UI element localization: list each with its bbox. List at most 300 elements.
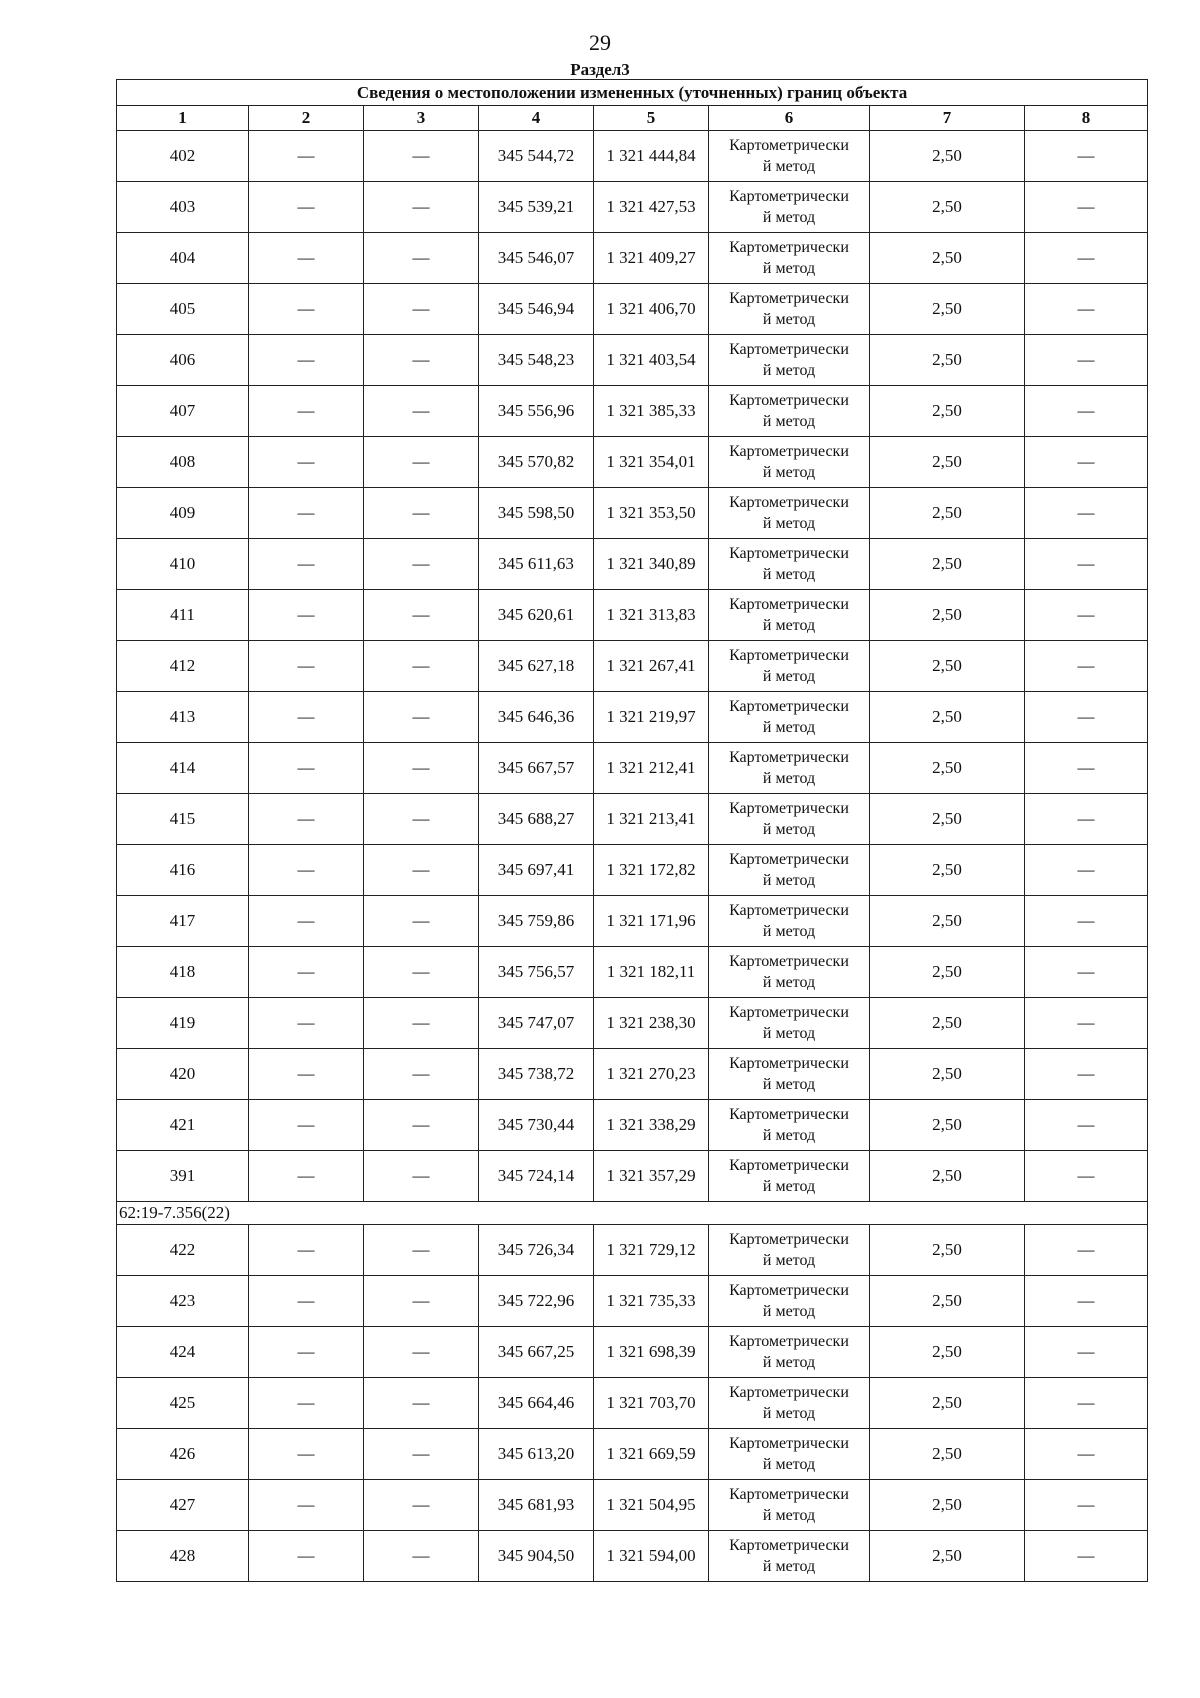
method-line: Картометрически	[729, 1435, 849, 1452]
method-cell	[709, 845, 870, 896]
table-row	[117, 998, 1148, 1049]
accuracy-cell: 2,50	[870, 1276, 1025, 1327]
method-line: Картометрически	[729, 1004, 849, 1021]
method-line: й метод	[762, 515, 816, 532]
column-header-row	[117, 106, 1148, 131]
method-line: Картометрически	[729, 239, 849, 256]
column-2-cell: —	[249, 1049, 364, 1100]
y-coordinate-cell: 1 321 406,70	[594, 284, 709, 335]
method-line: Картометрически	[729, 1384, 849, 1401]
method-line: Картометрически	[729, 494, 849, 511]
accuracy-cell: 2,50	[870, 1151, 1025, 1202]
method-line: й метод	[762, 1252, 816, 1269]
point-number-cell: 405	[117, 284, 249, 335]
table-row	[117, 590, 1148, 641]
column-2-cell: —	[249, 335, 364, 386]
column-3-cell: —	[364, 335, 479, 386]
method-line: й метод	[762, 1507, 816, 1524]
column-2-cell: —	[249, 1276, 364, 1327]
point-number-cell: 409	[117, 488, 249, 539]
y-coordinate-cell: 1 321 182,11	[594, 947, 709, 998]
method-line: Картометрически	[729, 545, 849, 562]
column-3-cell: —	[364, 1327, 479, 1378]
accuracy-cell: 2,50	[870, 1100, 1025, 1151]
point-number-cell: 420	[117, 1049, 249, 1100]
method-line: й метод	[762, 719, 816, 736]
y-coordinate-cell: 1 321 444,84	[594, 131, 709, 182]
column-8-cell: —	[1025, 1480, 1148, 1531]
column-3-cell: —	[364, 641, 479, 692]
method-line: Картометрически	[729, 902, 849, 919]
method-line: Картометрически	[729, 1486, 849, 1503]
column-header: 5	[594, 106, 709, 131]
method-cell	[709, 1378, 870, 1429]
column-3-cell: —	[364, 488, 479, 539]
x-coordinate-cell: 345 620,61	[479, 590, 594, 641]
method-cell	[709, 1429, 870, 1480]
y-coordinate-cell: 1 321 403,54	[594, 335, 709, 386]
method-line: Картометрически	[729, 137, 849, 154]
method-line: Картометрически	[729, 290, 849, 307]
x-coordinate-cell: 345 667,25	[479, 1327, 594, 1378]
x-coordinate-cell: 345 611,63	[479, 539, 594, 590]
accuracy-cell: 2,50	[870, 1225, 1025, 1276]
group-label: 62:19-7.356(22)	[117, 1202, 1148, 1225]
x-coordinate-cell: 345 667,57	[479, 743, 594, 794]
column-2-cell: —	[249, 131, 364, 182]
y-coordinate-cell: 1 321 385,33	[594, 386, 709, 437]
point-number-cell: 404	[117, 233, 249, 284]
method-line: Картометрически	[729, 392, 849, 409]
y-coordinate-cell: 1 321 354,01	[594, 437, 709, 488]
y-coordinate-cell: 1 321 594,00	[594, 1531, 709, 1582]
method-cell	[709, 284, 870, 335]
table-row	[117, 845, 1148, 896]
method-line: й метод	[762, 1558, 816, 1575]
column-3-cell: —	[364, 539, 479, 590]
column-8-cell: —	[1025, 998, 1148, 1049]
y-coordinate-cell: 1 321 427,53	[594, 182, 709, 233]
column-3-cell: —	[364, 1480, 479, 1531]
method-line: й метод	[762, 209, 816, 226]
table-row	[117, 641, 1148, 692]
point-number-cell: 428	[117, 1531, 249, 1582]
accuracy-cell: 2,50	[870, 743, 1025, 794]
table-row	[117, 1100, 1148, 1151]
column-8-cell: —	[1025, 233, 1148, 284]
method-cell	[709, 437, 870, 488]
y-coordinate-cell: 1 321 357,29	[594, 1151, 709, 1202]
column-2-cell: —	[249, 1531, 364, 1582]
column-3-cell: —	[364, 896, 479, 947]
column-8-cell: —	[1025, 896, 1148, 947]
table-row	[117, 488, 1148, 539]
method-line: й метод	[762, 158, 816, 175]
column-2-cell: —	[249, 233, 364, 284]
accuracy-cell: 2,50	[870, 284, 1025, 335]
method-line: Картометрически	[729, 1282, 849, 1299]
column-8-cell: —	[1025, 539, 1148, 590]
method-line: й метод	[762, 1405, 816, 1422]
column-8-cell: —	[1025, 845, 1148, 896]
method-cell	[709, 335, 870, 386]
accuracy-cell: 2,50	[870, 539, 1025, 590]
column-8-cell: —	[1025, 131, 1148, 182]
table-row	[117, 233, 1148, 284]
table-row	[117, 794, 1148, 845]
x-coordinate-cell: 345 738,72	[479, 1049, 594, 1100]
method-cell	[709, 1100, 870, 1151]
column-2-cell: —	[249, 998, 364, 1049]
method-line: й метод	[762, 362, 816, 379]
x-coordinate-cell: 345 681,93	[479, 1480, 594, 1531]
column-8-cell: —	[1025, 182, 1148, 233]
accuracy-cell: 2,50	[870, 590, 1025, 641]
method-cell	[709, 1225, 870, 1276]
y-coordinate-cell: 1 321 504,95	[594, 1480, 709, 1531]
method-line: Картометрически	[729, 953, 849, 970]
method-line: й метод	[762, 1456, 816, 1473]
table-caption: Сведения о местоположении измененных (уточненных) границ объекта	[117, 80, 1148, 106]
table-row	[117, 1225, 1148, 1276]
method-cell	[709, 794, 870, 845]
point-number-cell: 408	[117, 437, 249, 488]
method-line: й метод	[762, 923, 816, 940]
y-coordinate-cell: 1 321 172,82	[594, 845, 709, 896]
point-number-cell: 419	[117, 998, 249, 1049]
table-row	[117, 335, 1148, 386]
method-line: Картометрически	[729, 749, 849, 766]
accuracy-cell: 2,50	[870, 386, 1025, 437]
accuracy-cell: 2,50	[870, 335, 1025, 386]
method-line: Картометрически	[729, 1231, 849, 1248]
method-cell	[709, 947, 870, 998]
method-line: й метод	[762, 1303, 816, 1320]
column-2-cell: —	[249, 641, 364, 692]
method-cell	[709, 233, 870, 284]
method-line: й метод	[762, 668, 816, 685]
column-header: 1	[117, 106, 249, 131]
method-line: й метод	[762, 464, 816, 481]
method-line: Картометрически	[729, 1157, 849, 1174]
column-8-cell: —	[1025, 1531, 1148, 1582]
column-2-cell: —	[249, 1151, 364, 1202]
table-row	[117, 1531, 1148, 1582]
accuracy-cell: 2,50	[870, 692, 1025, 743]
accuracy-cell: 2,50	[870, 182, 1025, 233]
method-cell	[709, 641, 870, 692]
column-2-cell: —	[249, 845, 364, 896]
accuracy-cell: 2,50	[870, 998, 1025, 1049]
method-cell	[709, 1480, 870, 1531]
point-number-cell: 424	[117, 1327, 249, 1378]
point-number-cell: 427	[117, 1480, 249, 1531]
column-2-cell: —	[249, 1327, 364, 1378]
point-number-cell: 410	[117, 539, 249, 590]
column-3-cell: —	[364, 1151, 479, 1202]
y-coordinate-cell: 1 321 267,41	[594, 641, 709, 692]
column-3-cell: —	[364, 947, 479, 998]
accuracy-cell: 2,50	[870, 1531, 1025, 1582]
method-line: й метод	[762, 974, 816, 991]
x-coordinate-cell: 345 697,41	[479, 845, 594, 896]
point-number-cell: 421	[117, 1100, 249, 1151]
column-8-cell: —	[1025, 437, 1148, 488]
point-number-cell: 406	[117, 335, 249, 386]
table-row	[117, 539, 1148, 590]
method-line: й метод	[762, 260, 816, 277]
table-row	[117, 284, 1148, 335]
column-3-cell: —	[364, 590, 479, 641]
point-number-cell: 414	[117, 743, 249, 794]
table-row	[117, 1378, 1148, 1429]
method-cell	[709, 386, 870, 437]
column-8-cell: —	[1025, 284, 1148, 335]
y-coordinate-cell: 1 321 219,97	[594, 692, 709, 743]
point-number-cell: 415	[117, 794, 249, 845]
x-coordinate-cell: 345 756,57	[479, 947, 594, 998]
method-line: й метод	[762, 1076, 816, 1093]
column-3-cell: —	[364, 1225, 479, 1276]
column-8-cell: —	[1025, 641, 1148, 692]
table-row	[117, 386, 1148, 437]
y-coordinate-cell: 1 321 669,59	[594, 1429, 709, 1480]
point-number-cell: 391	[117, 1151, 249, 1202]
x-coordinate-cell: 345 556,96	[479, 386, 594, 437]
column-3-cell: —	[364, 845, 479, 896]
x-coordinate-cell: 345 664,46	[479, 1378, 594, 1429]
column-header: 8	[1025, 106, 1148, 131]
accuracy-cell: 2,50	[870, 233, 1025, 284]
method-cell	[709, 131, 870, 182]
table-row	[117, 1151, 1148, 1202]
method-cell	[709, 1327, 870, 1378]
column-8-cell: —	[1025, 1225, 1148, 1276]
x-coordinate-cell: 345 598,50	[479, 488, 594, 539]
column-2-cell: —	[249, 590, 364, 641]
method-line: й метод	[762, 413, 816, 430]
method-line: Картометрически	[729, 647, 849, 664]
method-line: Картометрически	[729, 800, 849, 817]
method-line: й метод	[762, 1178, 816, 1195]
method-line: й метод	[762, 1127, 816, 1144]
column-2-cell: —	[249, 1429, 364, 1480]
method-cell	[709, 1276, 870, 1327]
x-coordinate-cell: 345 546,07	[479, 233, 594, 284]
column-header: 2	[249, 106, 364, 131]
point-number-cell: 425	[117, 1378, 249, 1429]
table-row	[117, 1327, 1148, 1378]
column-8-cell: —	[1025, 1429, 1148, 1480]
method-cell	[709, 488, 870, 539]
column-3-cell: —	[364, 692, 479, 743]
column-2-cell: —	[249, 1225, 364, 1276]
column-3-cell: —	[364, 743, 479, 794]
column-8-cell: —	[1025, 743, 1148, 794]
column-header: 4	[479, 106, 594, 131]
accuracy-cell: 2,50	[870, 641, 1025, 692]
column-3-cell: —	[364, 1531, 479, 1582]
y-coordinate-cell: 1 321 729,12	[594, 1225, 709, 1276]
column-8-cell: —	[1025, 1049, 1148, 1100]
point-number-cell: 422	[117, 1225, 249, 1276]
column-2-cell: —	[249, 539, 364, 590]
accuracy-cell: 2,50	[870, 488, 1025, 539]
accuracy-cell: 2,50	[870, 947, 1025, 998]
y-coordinate-cell: 1 321 735,33	[594, 1276, 709, 1327]
column-header: 7	[870, 106, 1025, 131]
x-coordinate-cell: 345 730,44	[479, 1100, 594, 1151]
accuracy-cell: 2,50	[870, 1378, 1025, 1429]
y-coordinate-cell: 1 321 212,41	[594, 743, 709, 794]
accuracy-cell: 2,50	[870, 896, 1025, 947]
method-line: й метод	[762, 821, 816, 838]
method-line: Картометрически	[729, 443, 849, 460]
point-number-cell: 417	[117, 896, 249, 947]
column-3-cell: —	[364, 1276, 479, 1327]
x-coordinate-cell: 345 544,72	[479, 131, 594, 182]
y-coordinate-cell: 1 321 238,30	[594, 998, 709, 1049]
method-line: й метод	[762, 770, 816, 787]
table-row	[117, 1049, 1148, 1100]
point-number-cell: 413	[117, 692, 249, 743]
column-3-cell: —	[364, 1100, 479, 1151]
x-coordinate-cell: 345 726,34	[479, 1225, 594, 1276]
point-number-cell: 426	[117, 1429, 249, 1480]
y-coordinate-cell: 1 321 340,89	[594, 539, 709, 590]
x-coordinate-cell: 345 759,86	[479, 896, 594, 947]
column-8-cell: —	[1025, 335, 1148, 386]
y-coordinate-cell: 1 321 213,41	[594, 794, 709, 845]
x-coordinate-cell: 345 722,96	[479, 1276, 594, 1327]
x-coordinate-cell: 345 747,07	[479, 998, 594, 1049]
group-row	[117, 1202, 1148, 1225]
accuracy-cell: 2,50	[870, 1049, 1025, 1100]
boundary-table	[116, 79, 1148, 1582]
column-2-cell: —	[249, 386, 364, 437]
y-coordinate-cell: 1 321 698,39	[594, 1327, 709, 1378]
table-row	[117, 182, 1148, 233]
x-coordinate-cell: 345 904,50	[479, 1531, 594, 1582]
column-8-cell: —	[1025, 488, 1148, 539]
column-8-cell: —	[1025, 386, 1148, 437]
method-line: Картометрически	[729, 1537, 849, 1554]
column-2-cell: —	[249, 488, 364, 539]
column-2-cell: —	[249, 743, 364, 794]
column-3-cell: —	[364, 1049, 479, 1100]
method-line: Картометрически	[729, 1333, 849, 1350]
column-header: 3	[364, 106, 479, 131]
x-coordinate-cell: 345 646,36	[479, 692, 594, 743]
column-3-cell: —	[364, 437, 479, 488]
table-row	[117, 131, 1148, 182]
method-cell	[709, 182, 870, 233]
page-number: 29	[589, 30, 611, 55]
method-line: Картометрически	[729, 341, 849, 358]
method-line: й метод	[762, 1025, 816, 1042]
accuracy-cell: 2,50	[870, 845, 1025, 896]
point-number-cell: 418	[117, 947, 249, 998]
column-3-cell: —	[364, 386, 479, 437]
column-2-cell: —	[249, 1378, 364, 1429]
column-3-cell: —	[364, 233, 479, 284]
method-cell	[709, 743, 870, 794]
column-3-cell: —	[364, 284, 479, 335]
point-number-cell: 402	[117, 131, 249, 182]
method-line: й метод	[762, 1354, 816, 1371]
method-line: й метод	[762, 566, 816, 583]
accuracy-cell: 2,50	[870, 437, 1025, 488]
method-cell	[709, 896, 870, 947]
column-3-cell: —	[364, 1378, 479, 1429]
column-8-cell: —	[1025, 1151, 1148, 1202]
table-row	[117, 1276, 1148, 1327]
x-coordinate-cell: 345 539,21	[479, 182, 594, 233]
method-line: Картометрически	[729, 1055, 849, 1072]
x-coordinate-cell: 345 613,20	[479, 1429, 594, 1480]
column-2-cell: —	[249, 182, 364, 233]
column-2-cell: —	[249, 692, 364, 743]
method-line: Картометрически	[729, 698, 849, 715]
column-3-cell: —	[364, 131, 479, 182]
y-coordinate-cell: 1 321 703,70	[594, 1378, 709, 1429]
column-3-cell: —	[364, 998, 479, 1049]
table-body	[117, 131, 1148, 1582]
column-2-cell: —	[249, 1100, 364, 1151]
section-label: Раздел3	[570, 60, 630, 79]
column-8-cell: —	[1025, 1378, 1148, 1429]
table-row	[117, 1429, 1148, 1480]
column-8-cell: —	[1025, 1276, 1148, 1327]
method-cell	[709, 590, 870, 641]
method-cell	[709, 1531, 870, 1582]
accuracy-cell: 2,50	[870, 1327, 1025, 1378]
y-coordinate-cell: 1 321 270,23	[594, 1049, 709, 1100]
table-row	[117, 896, 1148, 947]
column-3-cell: —	[364, 1429, 479, 1480]
method-cell	[709, 1151, 870, 1202]
table-row	[117, 437, 1148, 488]
point-number-cell: 403	[117, 182, 249, 233]
method-line: Картометрически	[729, 1106, 849, 1123]
column-8-cell: —	[1025, 947, 1148, 998]
accuracy-cell: 2,50	[870, 1480, 1025, 1531]
column-2-cell: —	[249, 1480, 364, 1531]
column-8-cell: —	[1025, 1100, 1148, 1151]
table-row	[117, 1480, 1148, 1531]
y-coordinate-cell: 1 321 313,83	[594, 590, 709, 641]
y-coordinate-cell: 1 321 171,96	[594, 896, 709, 947]
x-coordinate-cell: 345 546,94	[479, 284, 594, 335]
method-cell	[709, 1049, 870, 1100]
x-coordinate-cell: 345 548,23	[479, 335, 594, 386]
point-number-cell: 407	[117, 386, 249, 437]
method-cell	[709, 692, 870, 743]
table-row	[117, 692, 1148, 743]
column-2-cell: —	[249, 284, 364, 335]
column-2-cell: —	[249, 947, 364, 998]
method-line: Картометрически	[729, 596, 849, 613]
point-number-cell: 423	[117, 1276, 249, 1327]
x-coordinate-cell: 345 570,82	[479, 437, 594, 488]
point-number-cell: 412	[117, 641, 249, 692]
table-row	[117, 947, 1148, 998]
column-2-cell: —	[249, 896, 364, 947]
y-coordinate-cell: 1 321 353,50	[594, 488, 709, 539]
table-row	[117, 743, 1148, 794]
column-2-cell: —	[249, 437, 364, 488]
method-line: Картометрически	[729, 851, 849, 868]
